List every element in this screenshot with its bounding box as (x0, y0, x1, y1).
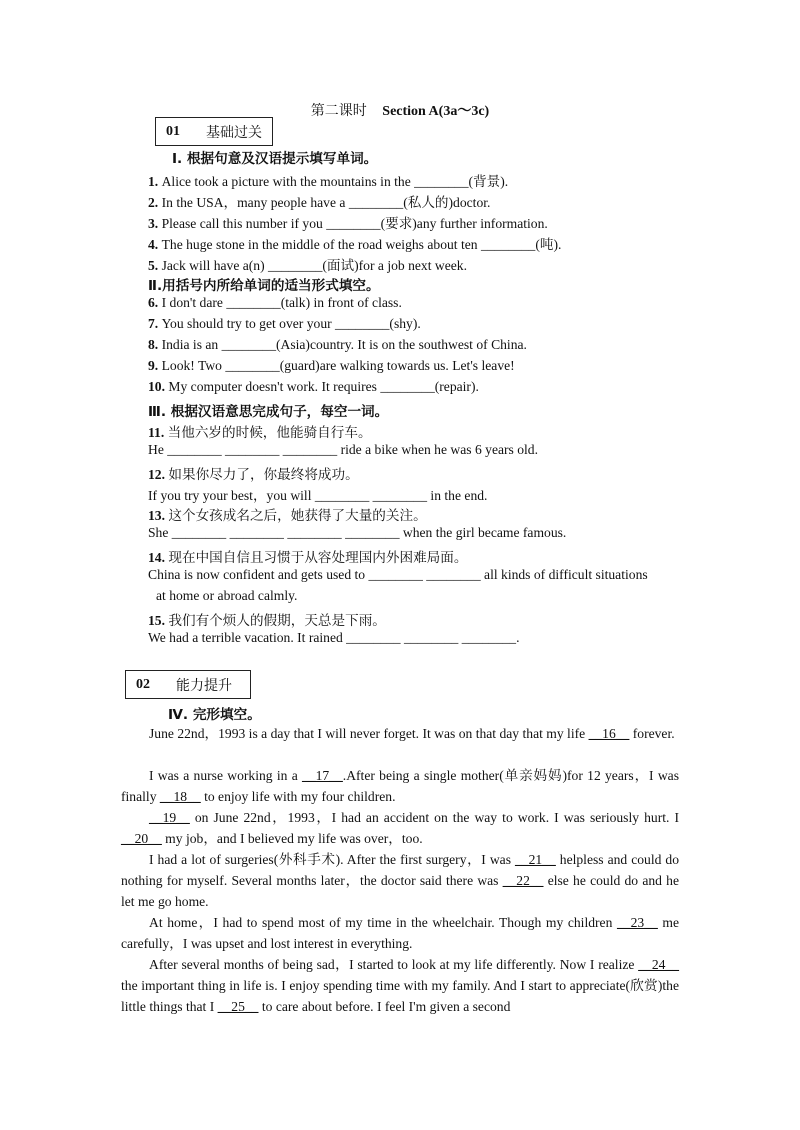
question-text: Jack will have a(n) ________(面试)for a job next week. (161, 258, 467, 273)
question-text: Look! Two ________(guard)are walking towards us. Let's leave! (161, 358, 515, 373)
cloze-paragraph-3: __19__ on June 22nd，1993，I had an accident on the way to work. I was seriously hurt. I __20__ my job，and I believed my life was over，too. (121, 810, 679, 846)
cloze-blank-20: __20__ (121, 831, 162, 846)
cloze-blank-17: __17__ (302, 768, 343, 783)
question-7: 7. You should try to get over your ________(shy). (148, 316, 421, 331)
question-number: 1 (148, 174, 155, 189)
question-9: 9. Look! Two ________(guard)are walking towards us. Let's leave! (148, 358, 515, 373)
question-text: Please call this number if you ________(要求)any further information. (161, 216, 548, 231)
question-number: 12 (148, 467, 162, 482)
part-heading-4: Ⅳ. 完形填空。 (168, 707, 261, 723)
cloze-paragraph-1: June 22nd，1993 is a day that I will never forget. It was on that day that my life __16__ forever. (149, 726, 675, 741)
cloze-blank-22: __22__ (502, 873, 544, 888)
question-11-chinese: 11. 当他六岁的时候，他能骑自行车。 (148, 425, 372, 440)
question-number: 15 (148, 613, 162, 628)
cloze-blank-19: __19__ (149, 810, 190, 825)
section-number: 01 (166, 123, 180, 139)
question-13-english: She ________ ________ ________ ________ when the girl became famous. (148, 525, 567, 540)
question-text: I don't dare ________(talk) in front of class. (161, 295, 402, 310)
question-1: 1. Alice took a picture with the mountains in the ________(背景). (148, 174, 509, 189)
question-13-chinese: 13. 这个女孩成名之后，她获得了大量的关注。 (148, 508, 427, 523)
question-text: 如果你尽力了，你最终将成功。 (168, 467, 359, 482)
question-number: 8 (148, 337, 155, 352)
question-number: 13 (148, 508, 162, 523)
question-number: 7 (148, 316, 155, 331)
cloze-paragraph-6: After several months of being sad，I started to look at my life differently. Now I realize __24__ the important thing in life is. I enjoy spending time with my family. And I start to appreciate(欣赏)the little things that I __25__ to care about before. I feel I'm given a second (121, 957, 679, 1014)
question-15-english: We had a terrible vacation. It rained ________ ________ ________. (148, 630, 520, 645)
question-text: 我们有个烦人的假期，天总是下雨。 (168, 613, 386, 628)
question-text: Alice took a picture with the mountains in the ________(背景). (161, 174, 509, 189)
question-text: The huge stone in the middle of the road weighs about ten ________(吨). (161, 237, 562, 252)
cloze-blank-25: __25__ (217, 999, 259, 1014)
question-text: 这个女孩成名之后，她获得了大量的关注。 (168, 508, 427, 523)
question-14-english-cont: at home or abroad calmly. (156, 588, 298, 603)
question-number: 5 (148, 258, 155, 273)
cloze-blank-24: __24__ (638, 957, 679, 972)
question-14-english: China is now confident and gets used to ________ ________ all kinds of difficult situations (148, 567, 648, 582)
section-box-basics (155, 117, 273, 146)
cloze-paragraph-2: I was a nurse working in a __17__.After being a single mother(单亲妈妈)for 12 years，I was finally __18__ to enjoy life with my four children. (121, 768, 679, 804)
question-number: 9 (148, 358, 155, 373)
question-text: You should try to get over your ________(shy). (161, 316, 421, 331)
question-6: 6. I don't dare ________(talk) in front of class. (148, 295, 402, 310)
question-11-english: He ________ ________ ________ ride a bike when he was 6 years old. (148, 442, 538, 457)
question-4: 4. The huge stone in the middle of the road weighs about ten ________(吨). (148, 237, 562, 252)
question-5: 5. Jack will have a(n) ________(面试)for a job next week. (148, 258, 467, 273)
section-number: 02 (136, 676, 150, 692)
section-title: 能力提升 (176, 678, 232, 694)
question-text: My computer doesn't work. It requires ________(repair). (168, 379, 479, 394)
part-heading-1: Ⅰ. 根据句意及汉语提示填写单词。 (172, 151, 378, 167)
question-15-chinese: 15. 我们有个烦人的假期，天总是下雨。 (148, 613, 386, 628)
question-12-chinese: 12. 如果你尽力了，你最终将成功。 (148, 467, 359, 482)
question-14-chinese: 14. 现在中国自信且习惯于从容处理国内外困难局面。 (148, 550, 468, 565)
cloze-paragraph-4: I had a lot of surgeries(外科手术). After the first surgery，I was __21__ helpless and could do nothing for myself. Several months later，the doctor said there was __22__ else he could do and he let me go home. (121, 852, 679, 909)
part-heading-3: Ⅲ. 根据汉语意思完成句子，每空一词。 (148, 404, 389, 420)
question-3: 3. Please call this number if you ________(要求)any further information. (148, 216, 548, 231)
question-8: 8. India is an ________(Asia)country. It is on the southwest of China. (148, 337, 527, 352)
page-title (0, 100, 800, 120)
question-text: 当他六岁的时候，他能骑自行车。 (167, 425, 372, 440)
lesson-label: 第二课时 (310, 104, 367, 119)
question-number: 2 (148, 195, 155, 210)
question-number: 3 (148, 216, 155, 231)
question-2: 2. In the USA，many people have a ________(私人的)doctor. (148, 195, 491, 210)
section-box-ability (125, 670, 251, 699)
question-10: 10. My computer doesn't work. It requires ________(repair). (148, 379, 479, 394)
cloze-paragraph-5: At home，I had to spend most of my time in the wheelchair. Though my children __23__ me carefully，I was upset and lost interest in everything. (121, 915, 679, 951)
question-text: In the USA，many people have a ________(私人的)doctor. (161, 195, 491, 210)
question-number: 6 (148, 295, 155, 310)
section-label: Section A(3a～3c) (382, 104, 490, 119)
question-number: 10 (148, 379, 162, 394)
question-number: 14 (148, 550, 162, 565)
question-text: 现在中国自信且习惯于从容处理国内外困难局面。 (168, 550, 468, 565)
question-number: 4 (148, 237, 155, 252)
part-heading-2: Ⅱ.用括号内所给单词的适当形式填空。 (148, 278, 380, 294)
cloze-blank-21: __21__ (514, 852, 556, 867)
cloze-blank-23: __23__ (617, 915, 658, 930)
cloze-blank-18: __18__ (159, 789, 201, 804)
section-title: 基础过关 (206, 125, 262, 141)
question-text: India is an ________(Asia)country. It is on the southwest of China. (161, 337, 527, 352)
cloze-blank-16: __16__ (588, 726, 630, 741)
question-12-english: If you try your best，you will ________ ________ in the end. (148, 488, 488, 503)
question-number: 11 (148, 425, 161, 440)
